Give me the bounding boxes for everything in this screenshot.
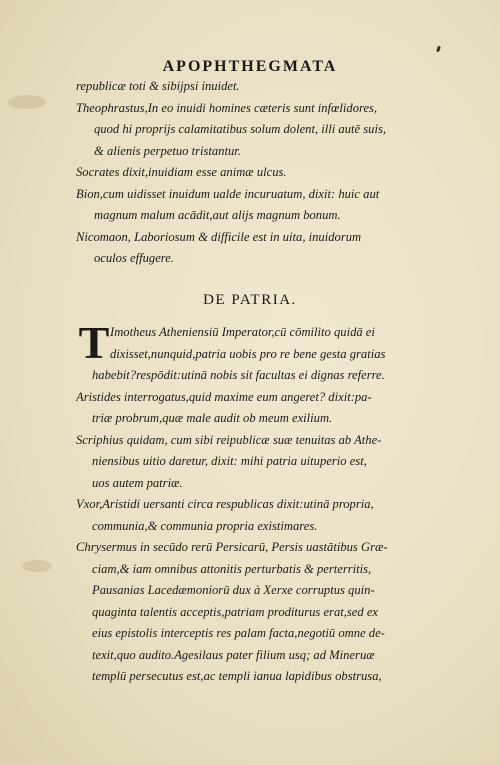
running-head: APOPHTHEGMATA <box>162 58 338 75</box>
text-line: oculos effugere. <box>94 251 174 265</box>
text-line: Vxor,Aristidi uersanti circa respublicas dixit:utinā propria, <box>76 497 374 511</box>
upper-text-block <box>76 76 468 270</box>
text-line: uos autem patriæ. <box>92 475 183 490</box>
text-line: ciam,& iam omnibus attonitis perturbatis & perterritis, <box>92 561 372 576</box>
text-line: republicæ toti & sibijpsi inuidet. <box>76 79 240 93</box>
text-line: templū persecutus est,ac templi ianua lapidibus obstrusa, <box>92 669 382 683</box>
drop-cap: T <box>78 317 110 368</box>
section-title: DE PATRIA. <box>203 292 297 308</box>
text-line: magnum malum acādit,aut alijs magnum bonum. <box>94 208 341 222</box>
text-line: triæ probrum,quæ male audit ob meum exilium. <box>92 411 333 425</box>
text-line: Chrysermus in secūdo rerū Persicarū, Persis uastātibus Græ‑ <box>76 540 388 554</box>
text-line: Socrates dixit,inuidiam esse animæ ulcus. <box>76 165 287 179</box>
text-line: habebit?respōdit:utinā nobis sit facultas ei dignas referre. <box>92 368 385 382</box>
text-line: dixisset,nunquid,patria uobis pro re bene gesta gratias <box>110 346 386 361</box>
text-line: quaginta talentis acceptis,patriam proditurus erat,sed ex <box>92 604 379 619</box>
text-line: Aristides interrogatus,quid maxime eum angeret? dixit:pa‑ <box>76 389 372 404</box>
lower-text-block <box>76 317 468 688</box>
text-line: texit,quo audito.Agesilaus pater filium usq; ad Mineruæ <box>92 647 375 662</box>
text-line: eius epistolis interceptis res palam facta,negotiū omne de‑ <box>92 626 385 640</box>
text-line: Imotheus Atheniensiū Imperator,cū cōmilito quidā ei <box>110 325 375 339</box>
text-line: quod hi proprijs calamitatibus solum dolent, illi autē suis, <box>94 122 386 136</box>
paper-stain <box>8 95 46 109</box>
ink-mark <box>436 46 441 53</box>
text-line: & alienis perpetuo tristantur. <box>94 143 241 158</box>
text-line: Scriphius quidam, cum sibi reipublicæ suæ tenuitas ab Athe‑ <box>76 432 382 447</box>
text-line: Nicomaon, Laboriosum & difficile est in uita, inuidorum <box>76 229 362 244</box>
paper-stain <box>22 560 52 572</box>
text-line: Bion,cum uidisset inuidum ualde incuruatum, dixit: huic aut <box>76 186 380 201</box>
text-line: communia,& communia propria existimares. <box>92 518 318 533</box>
text-line: Pausanias Lacedæmoniorū dux à Xerxe corruptus quin‑ <box>92 583 375 597</box>
text-line: Theophrastus,In eo inuidi homines cæteris sunt infœlidores, <box>76 100 378 115</box>
text-line: niensibus uitio daretur, dixit: mihi patria uituperio est, <box>92 454 367 468</box>
